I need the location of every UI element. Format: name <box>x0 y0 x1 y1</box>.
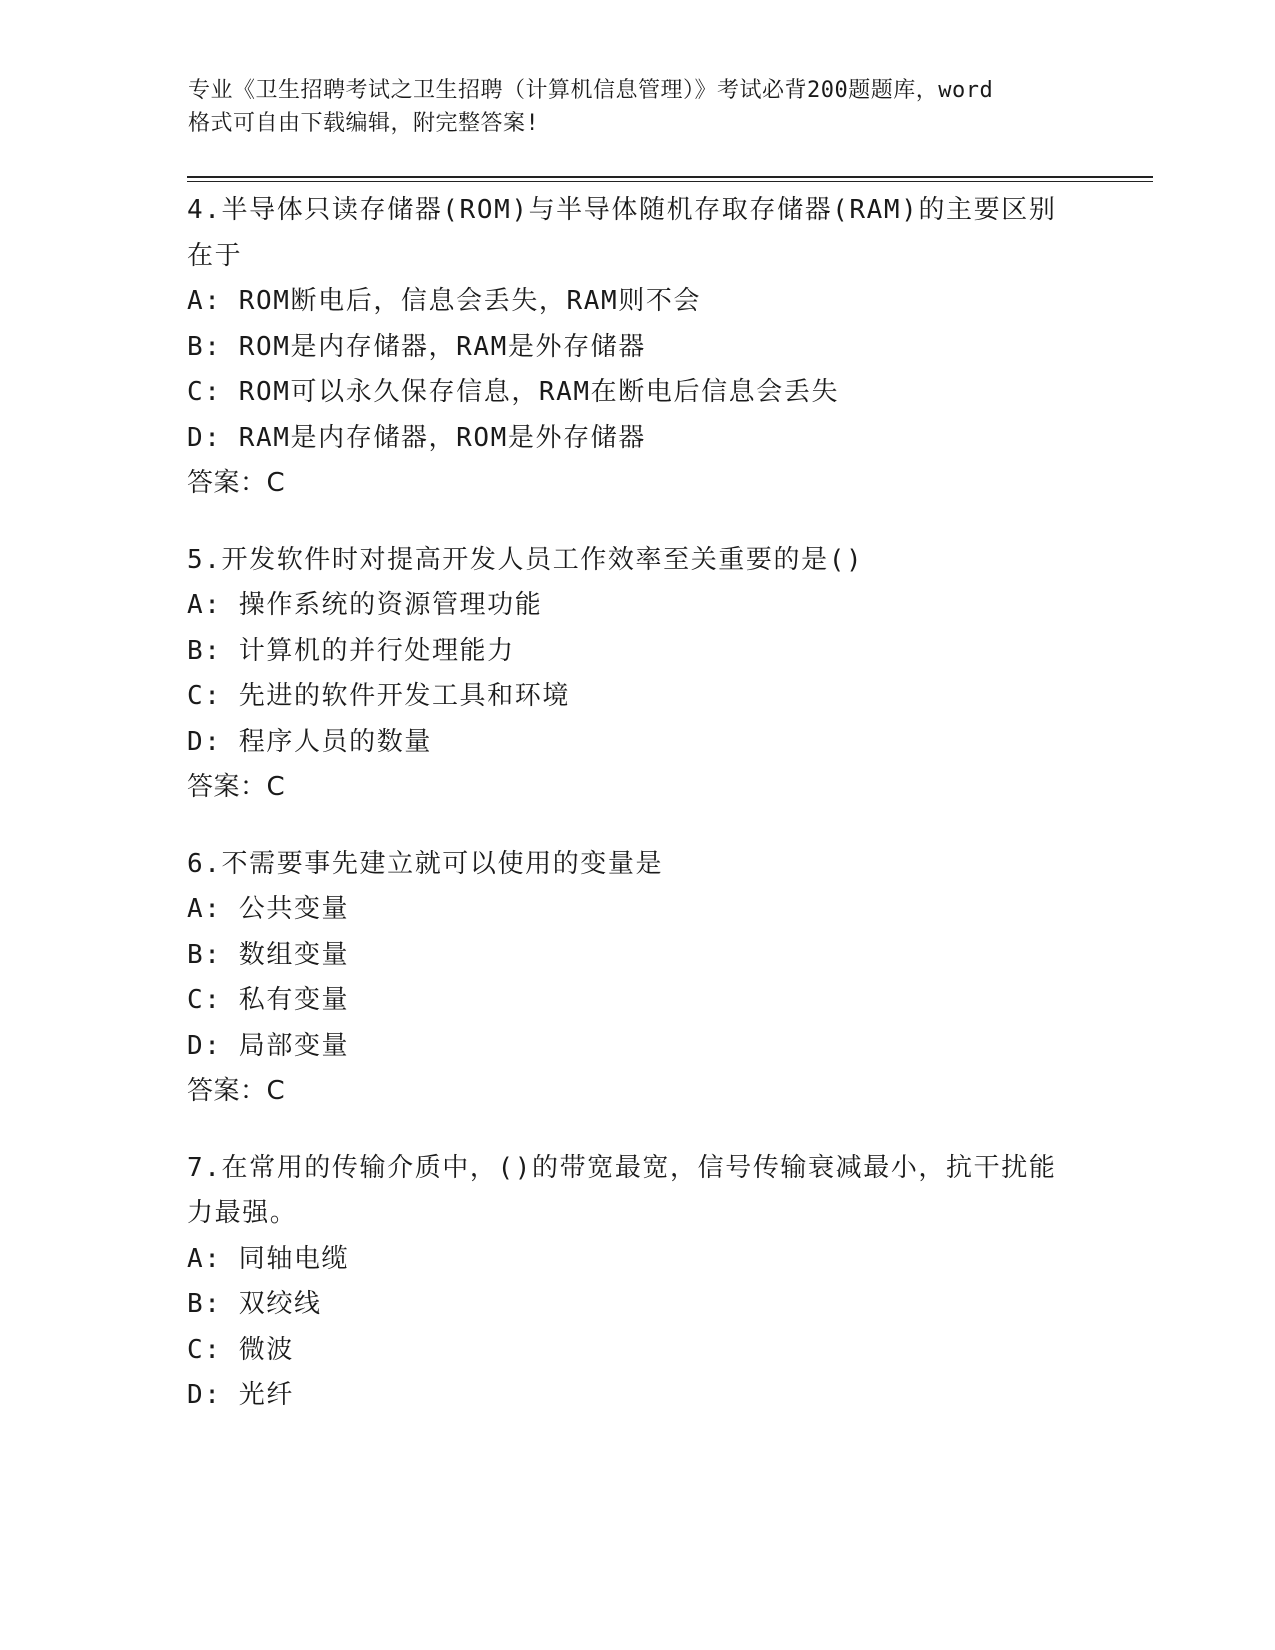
question-text: 7.在常用的传输介质中，()的带宽最宽，信号传输衰减最小，抗干扰能力最强。 <box>187 1152 1057 1228</box>
header-divider-thick <box>187 176 1153 178</box>
question-6 <box>187 842 1067 1115</box>
answer-line: 答案：C <box>187 1076 286 1106</box>
option-b: B: ROM是内存储器，RAM是外存储器 <box>187 331 646 362</box>
question-4 <box>187 188 1067 507</box>
option-d: D: 光纤 <box>187 1380 294 1410</box>
question-5 <box>187 538 1067 811</box>
option-d: D: RAM是内存储器，ROM是外存储器 <box>187 422 646 453</box>
option-d: D: 局部变量 <box>187 1030 350 1061</box>
question-text: 4.半导体只读存储器(ROM)与半导体随机存取存储器(RAM)的主要区别在于 <box>187 195 1057 271</box>
option-c: C: 先进的软件开发工具和环境 <box>187 681 570 711</box>
option-a: A: ROM断电后，信息会丢失，RAM则不会 <box>187 286 702 316</box>
answer-line: 答案：C <box>187 772 286 802</box>
header-line-1: 专业《卫生招聘考试之卫生招聘（计算机信息管理）》考试必背200题题库，word <box>188 78 994 103</box>
option-a: A: 操作系统的资源管理功能 <box>187 590 543 620</box>
option-b: B: 计算机的并行处理能力 <box>187 635 515 666</box>
option-a: A: 公共变量 <box>187 894 350 924</box>
header-divider-thin <box>187 181 1153 182</box>
question-7 <box>187 1146 1067 1419</box>
document-header <box>188 74 1088 140</box>
header-line-2: 格式可自由下载编辑，附完整答案! <box>188 111 540 136</box>
option-b: B: 双绞线 <box>187 1289 322 1319</box>
question-text: 6.不需要事先建立就可以使用的变量是 <box>187 848 664 879</box>
option-c: C: 私有变量 <box>187 985 350 1015</box>
question-list <box>187 188 1067 1450</box>
question-text: 5.开发软件时对提高开发人员工作效率至关重要的是() <box>187 544 864 575</box>
option-a: A: 同轴电缆 <box>187 1243 350 1274</box>
option-c: C: 微波 <box>187 1334 294 1365</box>
option-d: D: 程序人员的数量 <box>187 726 432 757</box>
answer-line: 答案：C <box>187 468 286 498</box>
option-c: C: ROM可以永久保存信息，RAM在断电后信息会丢失 <box>187 377 840 407</box>
option-b: B: 数组变量 <box>187 939 350 970</box>
